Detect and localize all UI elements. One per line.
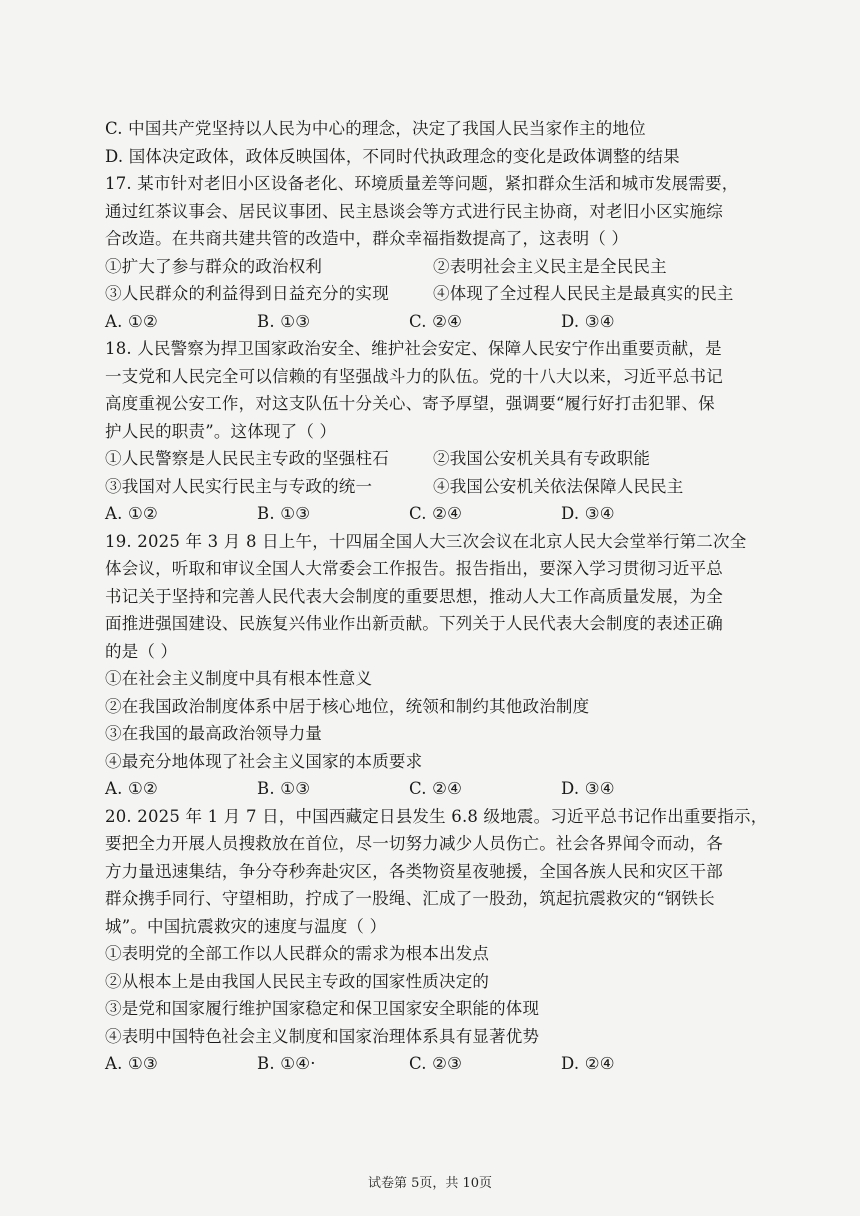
statement-3: ③是党和国家履行维护国家稳定和保卫国家安全职能的体现	[105, 999, 540, 1018]
choice-b: B. ①③	[257, 311, 311, 331]
page-footer: 试卷第 5页，共 10页	[367, 1176, 493, 1191]
choice-d: D. ③④	[561, 504, 615, 523]
choice-d: D. ③④	[561, 311, 615, 331]
statement-1: ①人民警察是人民民主专政的坚强柱石	[105, 449, 389, 468]
question-stem-line: 一支党和人民完全可以信赖的有坚强战斗力的队伍。党的十八大以来，习近平总书记	[105, 366, 723, 386]
statement-3: ③人民群众的利益得到日益充分的实现	[105, 284, 389, 303]
statement-row	[105, 473, 755, 501]
choice-d: D. ②④	[561, 1054, 615, 1073]
question-stem-line: 通过红茶议事会、居民议事团、民主恳谈会等方式进行民主协商，对老旧小区实施综	[105, 201, 723, 221]
question-stem-line: 20. 2025 年 1 月 7 日，中国西藏定日县发生 6.8 级地震。习近平总书记作出重要指示，	[105, 806, 768, 826]
statement-1: ①扩大了参与群众的政治权利	[105, 256, 323, 276]
choice-b: B. ①③	[257, 504, 311, 523]
choice-b: B. ①③	[257, 779, 311, 798]
question-18	[105, 335, 755, 528]
choice-a: A. ①②	[105, 504, 158, 523]
answer-choices	[105, 308, 755, 336]
choice-a: A. ①③	[105, 1054, 158, 1073]
statement-row	[105, 253, 755, 281]
question-stem-line: 18. 人民警察为捍卫国家政治安全、维护社会安定、保障人民安宁作出重要贡献，是	[105, 339, 722, 358]
statement-4: ④体现了全过程人民民主是最真实的民主	[433, 284, 734, 303]
question-stem-line: 高度重视公安工作，对这支队伍十分关心、寄予厚望，强调要“履行好打击犯罪、保	[105, 394, 715, 413]
option-d-line: D. 国体决定政体，政体反映国体，不同时代执政理念的变化是政体调整的结果	[105, 146, 680, 166]
statement-2: ②表明社会主义民主是全民民主	[433, 256, 667, 276]
question-stem-line: 合改造。在共商共建共管的改造中，群众幸福指数提高了，这表明（ ）	[105, 229, 629, 248]
question-20	[105, 803, 768, 1078]
statement-1: ①在社会主义制度中具有根本性意义	[105, 669, 373, 688]
choice-a: A. ①②	[105, 311, 158, 331]
statement-3: ③在我国的最高政治领导力量	[105, 724, 323, 743]
question-stem-line: 方力量迅速集结，争分夺秒奔赴灾区，各类物资星夜驰援，全国各族人民和灾区干部	[105, 861, 723, 881]
choice-c: C. ②④	[409, 504, 463, 523]
statement-1: ①表明党的全部工作以人民群众的需求为根本出发点	[105, 944, 490, 963]
question-stem-line: 17. 某市针对老旧小区设备老化、环境质量差等问题，紧扣群众生活和城市发展需要，	[105, 174, 739, 193]
question-stem-line: 要把全力开展人员搜救放在首位，尽一切努力减少人员伤亡。社会各界闻令而动，各	[105, 834, 723, 853]
statement-4: ④最充分地体现了社会主义国家的本质要求	[105, 751, 423, 771]
question-stem-line: 书记关于坚持和完善人民代表大会制度的重要思想，推动人大工作高质量发展，为全	[105, 586, 723, 606]
choice-b: B. ①④·	[257, 1054, 316, 1073]
answer-choices	[105, 500, 755, 528]
question-stem-line: 护人民的职责”。这体现了（ ）	[105, 421, 337, 441]
question-stem-line: 19. 2025 年 3 月 8 日上午，十四届全国人大三次会议在北京人民大会堂举行第二次全	[105, 531, 747, 551]
choice-a: A. ①②	[105, 779, 158, 798]
option-c-line: C. 中国共产党坚持以人民为中心的理念，决定了我国人民当家作主的地位	[105, 119, 646, 138]
question-stem-line: 面推进强国建设、民族复兴伟业作出新贡献。下列关于人民代表大会制度的表述正确	[105, 614, 723, 633]
choice-c: C. ②④	[409, 779, 463, 798]
answer-choices	[105, 1050, 755, 1078]
statement-2: ②在我国政治制度体系中居于核心地位，统领和制约其他政治制度	[105, 696, 590, 716]
question-stem-line: 体会议，听取和审议全国人大常委会工作报告。报告指出，要深入学习贯彻习近平总	[105, 559, 723, 578]
question-stem-line: 城”。中国抗震救灾的速度与温度（ ）	[105, 916, 387, 936]
question-19	[105, 528, 755, 803]
statement-4: ④表明中国特色社会主义制度和国家治理体系具有显著优势	[105, 1026, 540, 1046]
statement-2: ②我国公安机关具有专政职能	[433, 449, 651, 468]
statement-3: ③我国对人民实行民主与专政的统一	[105, 476, 373, 496]
statement-2: ②从根本上是由我国人民民主专政的国家性质决定的	[105, 971, 490, 991]
question-stem-line: 群众携手同行、守望相助，拧成了一股绳、汇成了一股劲，筑起抗震救灾的“钢铁长	[105, 889, 715, 908]
choice-d: D. ③④	[561, 779, 615, 798]
statement-4: ④我国公安机关依法保障人民民主	[433, 476, 684, 496]
statement-row	[105, 280, 755, 308]
choice-c: C. ②③	[409, 1054, 463, 1073]
choice-c: C. ②④	[409, 311, 463, 331]
answer-choices	[105, 775, 755, 803]
question-17	[105, 170, 755, 335]
statement-row	[105, 445, 755, 473]
page-content	[105, 115, 768, 1078]
question-stem-line: 的是（ ）	[105, 641, 178, 661]
